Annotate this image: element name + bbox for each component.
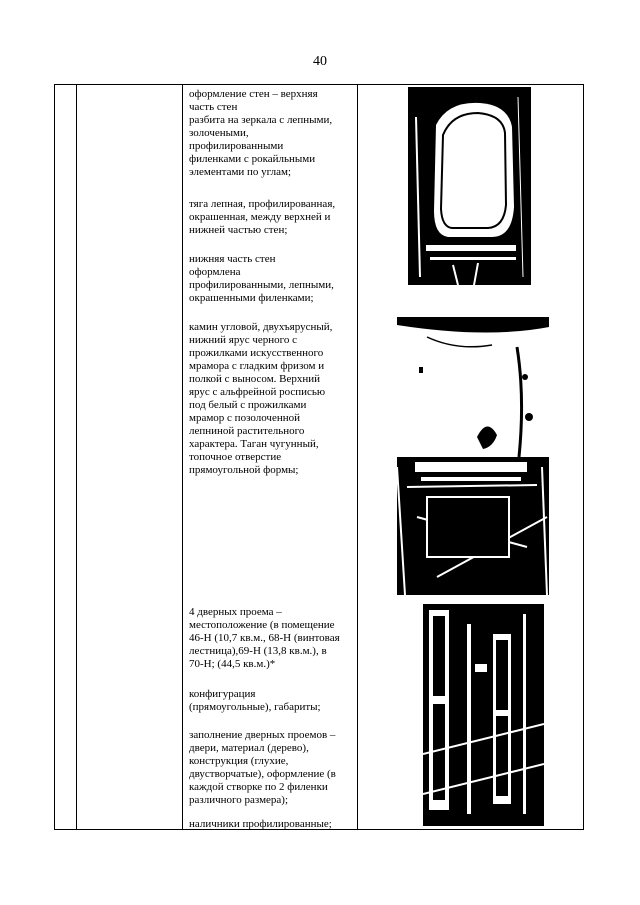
column-divider xyxy=(76,85,77,829)
walls-lower-text: нижняя часть стен оформлена профилированными, лепными, окрашенными филенками; xyxy=(189,253,334,304)
doors-location-text: 4 дверных проема – местоположение (в помещение 46-Н (10,7 кв.м., 68-Н (винтовая лестница),69-Н (13,8 кв.м.), в 70-Н; (44,5 кв.м.)* xyxy=(189,606,340,670)
doors-configuration-text: конфигурация (прямоугольные), габариты; xyxy=(189,688,321,713)
document-table xyxy=(54,84,584,830)
fireplace-photo xyxy=(397,317,549,595)
doors-photo xyxy=(423,604,544,826)
column-divider xyxy=(182,85,183,829)
architraves-text: наличники профилированные; xyxy=(189,818,332,830)
fireplace-text: камин угловой, двухъярусный, нижний ярус черного с прожилками искусственного мрамора с гладким фризом и полкой с выносом. Верхний ярус с альфрейной росписью под белый с прожилками мрамор с позолоченной лепниной растительного характера. Таган чугунный, топочное отверстие прямоугольной формы; xyxy=(189,321,333,476)
molding-text: тяга лепная, профилированная, окрашенная, между верхней и нижней частью стен; xyxy=(189,198,336,236)
doors-filling-text: заполнение дверных проемов – двери, материал (дерево), конструкция (глухие, двустворчатые), оформление (в каждой створке по 2 филенки различного размера); xyxy=(189,729,336,806)
page-number: 40 xyxy=(313,54,327,69)
column-divider xyxy=(357,85,358,829)
walls-upper-text: оформление стен – верхняя часть стен разбита на зеркала с лепными, золочеными, профилированными филенками с рокайльными элементами по углам; xyxy=(189,88,333,178)
wall-mirror-photo xyxy=(408,87,531,285)
